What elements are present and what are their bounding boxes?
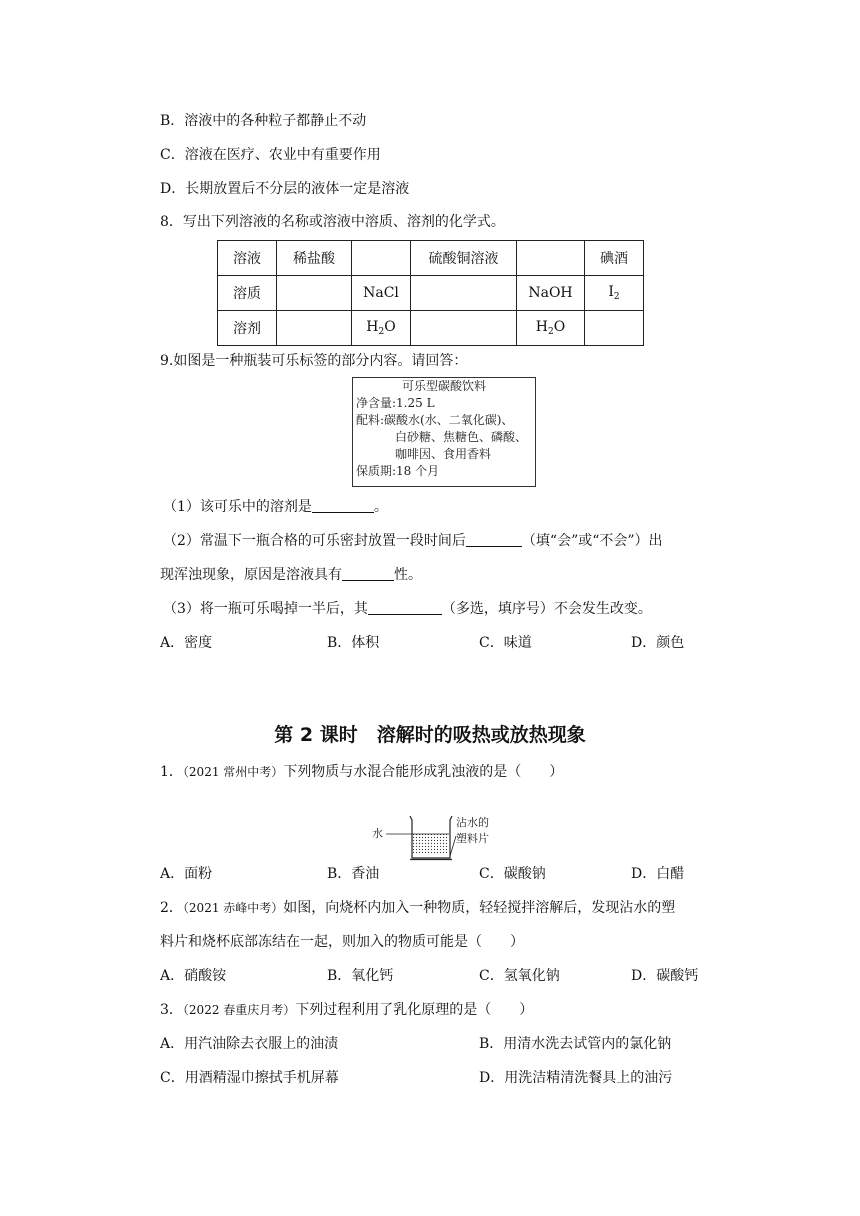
q9-option-a: A．密度 [160,635,213,651]
s2q1-option-c: C．碳酸钠 [479,866,546,882]
q9-sub3-text2: （多选，填序号）不会发生改变。 [441,601,652,617]
figure-label-water: 水 [372,827,383,840]
formula-h: H [366,319,379,335]
table-cell [517,311,585,346]
s2q3-option-b: B．用清水洗去试管内的氯化钠 [479,1036,672,1052]
q9-option-d: D．颜色 [631,635,685,651]
figure-label-sheet-2: 塑料片 [456,832,489,845]
s2q1-stem [160,762,563,782]
s2q2-option-d: D．碳酸钙 [631,968,699,984]
label-title: 可乐型碳酸饮料 [401,379,486,393]
table-row [218,311,644,346]
q9-prompt: 9.如图是一种瓶装可乐标签的部分内容。请回答： [160,353,468,369]
q9-sub2-text: （2）常温下一瓶合格的可乐密封放置一段时间后 [163,533,466,549]
table-cell [517,241,585,276]
s2q3-option-c: C．用酒精湿巾擦拭手机屏幕 [160,1070,339,1086]
table-cell: 溶剂 [218,311,277,346]
answer-blank[interactable] [368,600,442,615]
formula-subscript: 2 [548,327,554,337]
formula-o: O [384,319,396,335]
water-fill [413,834,449,854]
question-number: 3． [160,1002,183,1018]
q9-sub2-text3: 现浑浊现象，原因是溶液具有 [160,567,342,583]
label-line: 咖啡因、食用香料 [395,447,492,461]
formula-h: H [535,319,548,335]
q9-sub2-cont [160,565,422,585]
table-cell: 溶质 [218,276,277,311]
table-cell [585,311,644,346]
q9-sub2-text2: （填“会”或“不会”）出 [521,533,663,549]
q7-option-c: C．溶液在医疗、农业中有重要作用 [160,147,381,163]
section-title: 第 2 课时 溶解时的吸热或放热现象 [274,724,586,746]
question-text: 下列过程利用了乳化原理的是（ ） [295,1002,534,1018]
formula-i: I [608,284,614,300]
answer-blank[interactable] [312,498,374,513]
question-number: 2． [160,900,183,916]
answer-blank[interactable] [342,566,394,581]
figure-label-sheet-1: 沾水的 [456,816,489,829]
question-text: 如图，向烧杯内加入一种物质，轻轻搅拌溶解后，发现沾水的塑 [283,900,676,916]
question-source: （2021 赤峰中考） [182,901,284,915]
s2q1-option-b: B．香油 [327,866,380,882]
table-cell [411,276,517,311]
table-cell: NaCl [352,276,411,311]
formula-subscript: 2 [613,292,620,302]
label-line: 白砂糖、焦糖色、磷酸、 [395,430,528,444]
table-cell: 硫酸铜溶液 [411,241,517,276]
q7-option-d: D．长期放置后不分层的液体一定是溶液 [160,181,410,197]
q9-sub2 [163,531,663,551]
question-text: 下列物质与水混合能形成乳浊液的是（ ） [283,764,564,780]
s2q1-option-d: D．白醋 [631,866,685,882]
s2q3-option-a: A．用汽油除去衣服上的油渍 [160,1036,339,1052]
q7-option-b: B．溶液中的各种粒子都静止不动 [160,113,367,129]
s2q3-stem [160,1000,533,1020]
formula-o: O [553,319,566,335]
question-source: （2021 常州中考） [182,765,284,779]
table-cell [411,311,517,346]
table-row [218,241,644,276]
s2q3-option-d: D．用洗洁精清洗餐具上的油污 [479,1070,673,1086]
table-cell [585,276,644,311]
formula-subscript: 2 [378,327,385,337]
table-cell [277,276,352,311]
s2q2-option-a: A．硝酸铵 [160,968,227,984]
label-line: 净含量:1.25 L [356,396,435,410]
table-cell [277,311,352,346]
beaker-figure [370,812,510,864]
q9-sub1 [163,497,388,517]
s2q2-stem-cont: 料片和烧杯底部冻结在一起，则加入的物质可能是（ ） [160,934,524,950]
s2q1-option-a: A．面粉 [160,866,213,882]
q9-sub1-end: 。 [373,499,388,515]
solution-table [217,240,644,346]
table-cell: 稀盐酸 [277,241,352,276]
q9-option-c: C．味道 [479,635,532,651]
table-row [218,276,644,311]
q9-sub2-end: 性。 [394,567,422,583]
label-line: 配料:碳酸水(水、二氧化碳)、 [356,413,514,427]
q8-prompt: 8．写出下列溶液的名称或溶液中溶质、溶剂的化学式。 [160,214,505,230]
s2q2-option-b: B．氧化钙 [327,968,394,984]
answer-blank[interactable] [466,532,522,547]
question-source: （2022 春重庆月考） [182,1003,296,1017]
table-cell [352,311,411,346]
table-cell: 碘酒 [585,241,644,276]
table-cell [352,241,411,276]
label-line: 保质期:18 个月 [356,464,440,478]
table-cell: NaOH [517,276,585,311]
q9-sub3-text: （3）将一瓶可乐喝掉一半后，其 [163,601,368,617]
q9-option-b: B．体积 [327,635,380,651]
question-number: 1． [160,764,183,780]
table-cell: 溶液 [218,241,277,276]
s2q2-option-c: C．氢氧化钠 [479,968,560,984]
q9-sub3 [163,599,652,619]
s2q2-stem [160,898,675,918]
q9-sub1-text: （1）该可乐中的溶剂是 [163,499,312,515]
cola-label-figure [352,377,536,487]
